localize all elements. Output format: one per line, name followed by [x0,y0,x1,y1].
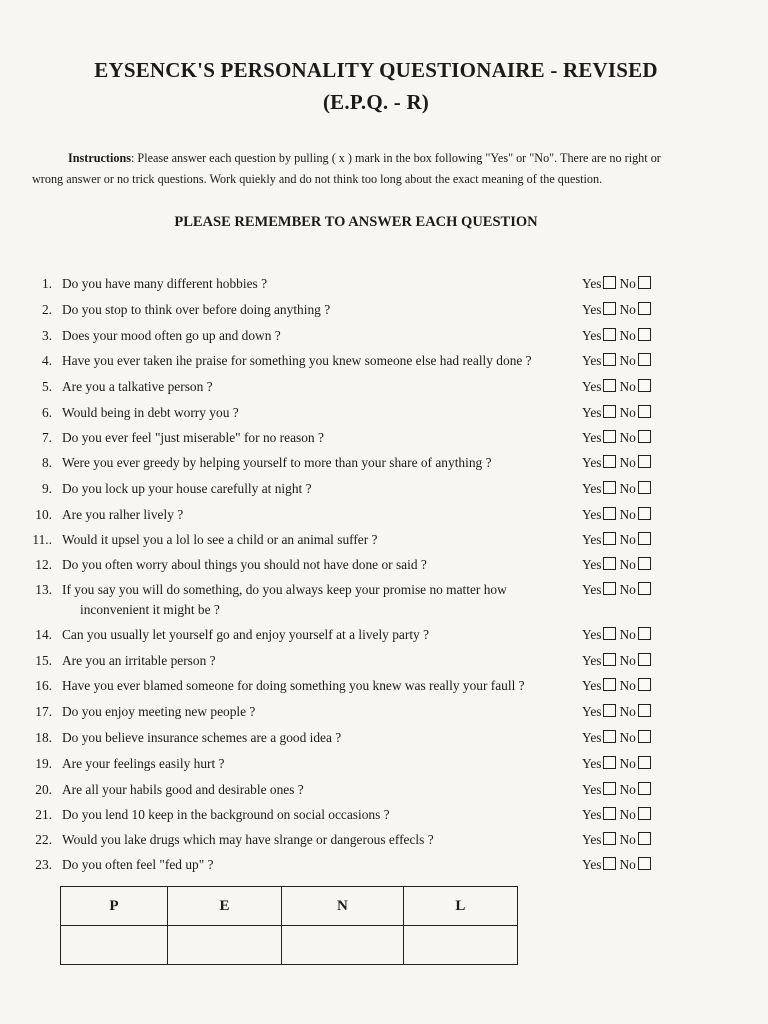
score-cell-l[interactable] [403,926,517,965]
score-table [60,886,518,965]
yes-label: Yes [582,782,602,797]
question-text: Do you stop to think over before doing anything ? [62,302,331,317]
question-number: 18. [35,730,52,745]
answer-options [582,678,654,694]
no-label: No [619,507,636,522]
answer-options [582,379,654,395]
yes-label: Yes [582,756,602,771]
no-label: No [619,430,636,445]
score-cell-p[interactable] [61,926,168,965]
no-label: No [619,857,636,872]
yes-label: Yes [582,653,602,668]
question-number: 4. [41,353,52,368]
question-number: 1. [41,276,52,291]
yes-checkbox[interactable] [603,430,616,443]
question-number: 23. [35,857,52,872]
question-number: 8. [41,455,52,470]
question-text: Are you ralher lively ? [62,507,184,522]
yes-checkbox[interactable] [603,557,616,570]
answer-options [582,481,654,497]
question-text: Do you ever feel "just miserable" for no reason ? [62,430,324,445]
answer-options [582,627,654,643]
yes-label: Yes [582,379,602,394]
yes-checkbox[interactable] [603,328,616,341]
question-number: 17. [35,704,52,719]
score-cell-e[interactable] [167,926,281,965]
question-text: Were you ever greedy by helping yourself to more than your share of anything ? [62,455,492,470]
yes-checkbox[interactable] [603,379,616,392]
question-text: Are you an irritable person ? [62,653,216,668]
no-checkbox[interactable] [638,430,651,443]
page-title: EYSENCK'S PERSONALITY QUESTIONAIRE - REVISED [94,58,658,82]
yes-checkbox[interactable] [603,857,616,870]
yes-checkbox[interactable] [603,532,616,545]
question-text: Does your mood often go up and down ? [62,328,281,343]
yes-label: Yes [582,481,602,496]
question-number: 3. [41,328,52,343]
answer-options [582,532,654,548]
answer-options [582,730,654,746]
yes-label: Yes [582,857,602,872]
remember-heading: PLEASE REMEMBER TO ANSWER EACH QUESTION [174,214,538,230]
question-text: If you say you will do something, do you always keep your promise no matter how [62,582,507,597]
no-checkbox[interactable] [638,379,651,392]
yes-checkbox[interactable] [603,507,616,520]
question-number: 2. [41,302,52,317]
yes-label: Yes [582,627,602,642]
no-label: No [619,807,636,822]
question-number: 15. [35,653,52,668]
question-number: 9. [41,481,52,496]
no-checkbox[interactable] [638,532,651,545]
yes-checkbox[interactable] [603,704,616,717]
question-number: 16. [35,678,52,693]
question-number: 14. [35,627,52,642]
yes-label: Yes [582,302,602,317]
score-header-e: E [167,887,281,926]
answer-options [582,430,654,446]
yes-label: Yes [582,455,602,470]
yes-label: Yes [582,730,602,745]
answer-options [582,582,654,598]
instructions [32,148,692,190]
question-text: Are your feelings easily hurt ? [62,756,225,771]
no-checkbox[interactable] [638,730,651,743]
no-label: No [619,653,636,668]
question-number: 12. [35,557,52,572]
no-label: No [619,678,636,693]
no-checkbox[interactable] [638,627,651,640]
yes-label: Yes [582,507,602,522]
instructions-label: Instructions [68,151,131,165]
question-text: Have you ever blamed someone for doing something you knew was really your faull ? [62,678,525,693]
no-label: No [619,481,636,496]
yes-label: Yes [582,557,602,572]
no-label: No [619,582,636,597]
no-checkbox[interactable] [638,557,651,570]
answer-options [582,857,654,873]
yes-label: Yes [582,582,602,597]
yes-checkbox[interactable] [603,782,616,795]
yes-label: Yes [582,532,602,547]
no-label: No [619,379,636,394]
no-label: No [619,532,636,547]
yes-checkbox[interactable] [603,582,616,595]
question-text: Would you lake drugs which may have slrange or dangerous effecls ? [62,832,434,847]
no-label: No [619,756,636,771]
yes-checkbox[interactable] [603,807,616,820]
score-cell-n[interactable] [282,926,404,965]
score-header-p: P [61,887,168,926]
no-checkbox[interactable] [638,704,651,717]
question-text: Do you lend 10 keep in the background on social occasions ? [62,807,390,822]
no-checkbox[interactable] [638,756,651,769]
yes-checkbox[interactable] [603,653,616,666]
question-text: Are you a talkative person ? [62,379,213,394]
page-subtitle: (E.P.Q. - R) [322,90,430,114]
answer-options [582,832,654,848]
answer-options [582,276,654,292]
question-number: 13. [35,582,52,597]
no-checkbox[interactable] [638,481,651,494]
no-label: No [619,557,636,572]
no-label: No [619,704,636,719]
yes-label: Yes [582,353,602,368]
no-label: No [619,455,636,470]
question-text: Do you enjoy meeting new people ? [62,704,256,719]
question-number: 10. [35,507,52,522]
no-checkbox[interactable] [638,455,651,468]
yes-label: Yes [582,405,602,420]
yes-label: Yes [582,832,602,847]
no-checkbox[interactable] [638,353,651,366]
no-label: No [619,627,636,642]
question-text: Would being in debt worry you ? [62,405,239,420]
instructions-text: : Please answer each question by pulling ( x ) mark in the box following "Yes" or "No". There are no right or wrong answer or no trick questions. Work quiekly and do not think too long about the exact meaning of the question. [32,151,661,186]
answer-options [582,704,654,720]
yes-checkbox[interactable] [603,302,616,315]
no-checkbox[interactable] [638,276,651,289]
no-checkbox[interactable] [638,782,651,795]
question-text: Are all your habils good and desirable ones ? [62,782,304,797]
question-number: 6. [41,405,52,420]
no-label: No [619,832,636,847]
yes-label: Yes [582,328,602,343]
yes-checkbox[interactable] [603,730,616,743]
no-checkbox[interactable] [638,405,651,418]
yes-checkbox[interactable] [603,678,616,691]
no-checkbox[interactable] [638,582,651,595]
question-number: 11.. [32,532,52,547]
question-text: Do you often worry aboul things you should not have done or said ? [62,557,427,572]
yes-label: Yes [582,807,602,822]
question-text-continued: inconvenient it might be ? [80,602,220,617]
no-label: No [619,353,636,368]
no-label: No [619,276,636,291]
yes-checkbox[interactable] [603,756,616,769]
yes-label: Yes [582,430,602,445]
question-number: 7. [41,430,52,445]
no-checkbox[interactable] [638,832,651,845]
yes-checkbox[interactable] [603,276,616,289]
no-label: No [619,730,636,745]
answer-options [582,782,654,798]
score-header-n: N [282,887,404,926]
answer-options [582,507,654,523]
answer-options [582,405,654,421]
yes-checkbox[interactable] [603,481,616,494]
no-checkbox[interactable] [638,678,651,691]
question-text: Do you lock up your house carefully at night ? [62,481,312,496]
yes-checkbox[interactable] [603,627,616,640]
no-checkbox[interactable] [638,857,651,870]
answer-options [582,807,654,823]
question-text: Can you usually let yourself go and enjoy yourself at a lively party ? [62,627,430,642]
yes-label: Yes [582,276,602,291]
answer-options [582,455,654,471]
question-number: 22. [35,832,52,847]
question-number: 5. [41,379,52,394]
no-checkbox[interactable] [638,653,651,666]
score-header-l: L [403,887,517,926]
question-text: Do you often feel "fed up" ? [62,857,214,872]
yes-label: Yes [582,678,602,693]
answer-options [582,653,654,669]
answer-options [582,328,654,344]
question-text: Do you have many different hobbies ? [62,276,268,291]
no-label: No [619,328,636,343]
no-checkbox[interactable] [638,328,651,341]
yes-checkbox[interactable] [603,832,616,845]
question-text: Would it upsel you a lol lo see a child or an animal suffer ? [62,532,378,547]
no-checkbox[interactable] [638,807,651,820]
no-label: No [619,302,636,317]
no-label: No [619,405,636,420]
question-number: 19. [35,756,52,771]
answer-options [582,756,654,772]
no-checkbox[interactable] [638,507,651,520]
no-checkbox[interactable] [638,302,651,315]
yes-checkbox[interactable] [603,405,616,418]
question-text: Have you ever taken ihe praise for something you knew someone else had really done ? [62,353,532,368]
answer-options [582,302,654,318]
yes-label: Yes [582,704,602,719]
question-text: Do you believe insurance schemes are a good idea ? [62,730,342,745]
answer-options [582,353,654,369]
question-number: 20. [35,782,52,797]
yes-checkbox[interactable] [603,353,616,366]
no-label: No [619,782,636,797]
answer-options [582,557,654,573]
yes-checkbox[interactable] [603,455,616,468]
question-number: 21. [35,807,52,822]
